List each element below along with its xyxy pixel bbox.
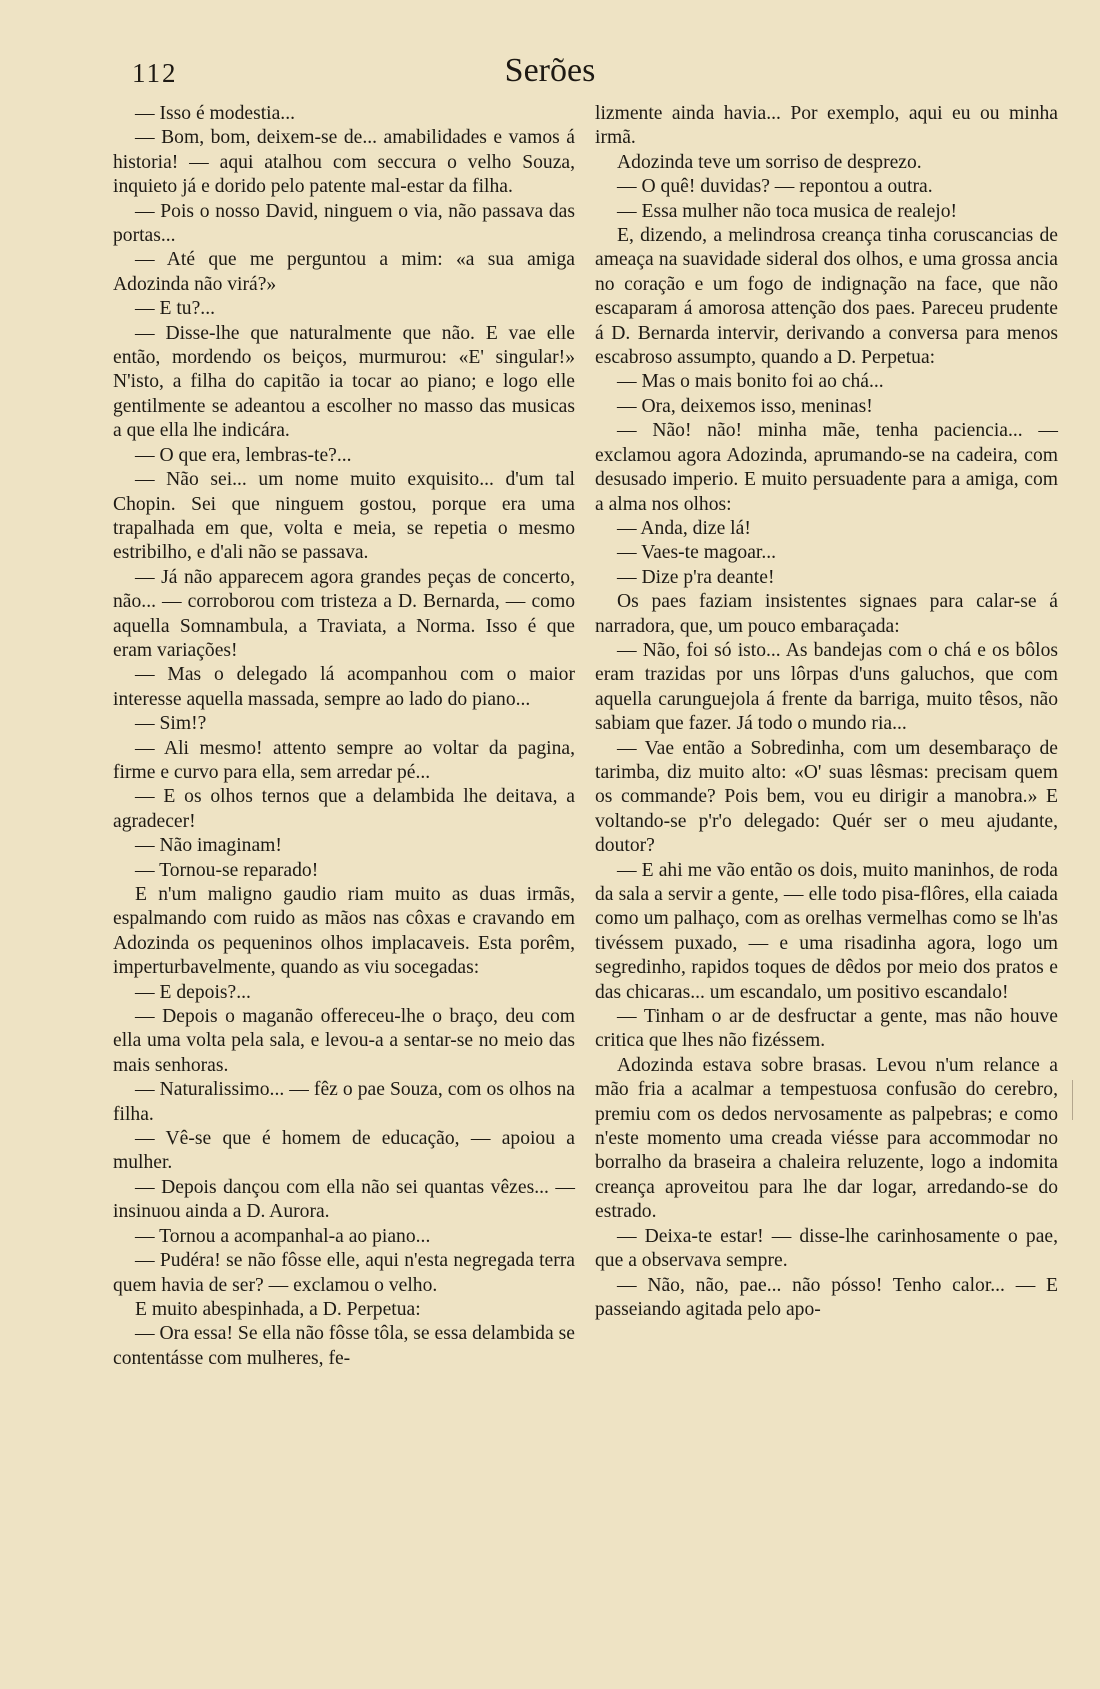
paragraph: — Naturalissimo... — fêz o pae Souza, com os olhos na filha. (113, 1079, 575, 1125)
paragraph: — Não, foi só isto... As bandejas com o chá e os bôlos eram trazidas por uns lôrpas d'uns galuchos, que com aquella carunguejola á frente da barriga, muito têsos, não sabiam que fazer. Já todo o mundo ria... (595, 639, 1058, 735)
paragraph: — Sim!? (135, 713, 207, 735)
paragraph: — Disse-lhe que naturalmente que não. E vae elle então, mordendo os beiços, murmurou: «E' singular!» N'isto, a filha do capitão ia tocar ao piano; e logo elle gentilmente se adeantou a escolher no masso das musicas a que ella lhe indicára. (113, 322, 575, 442)
paragraph: E muito abespinhada, a D. Perpetua: (135, 1298, 421, 1320)
page-header (0, 52, 1100, 102)
paragraph: — Vae então a Sobredinha, com um desembaraço de tarimba, diz muito alto: «O' suas lêsmas: precisam quem os commande? Pois bem, vou eu dirigir a manobra.» E voltando-se p'r'o delegado: Quér ser o meu ajudante, doutor? (595, 737, 1058, 857)
paragraph: — Não! não! minha mãe, tenha paciencia... — exclamou agora Adozinda, aprumando-se na cadeira, com desusado imperio. E muito persuadente para a amiga, com a alma nos olhos: (595, 420, 1058, 515)
paragraph: — Até que me perguntou a mim: «a sua amiga Adozinda não virá?» (113, 249, 575, 295)
paragraph: Os paes faziam insistentes signaes para calar-se á narradora, que, um pouco embaraçada: (595, 591, 1058, 637)
paragraph: — Deixa-te estar! — disse-lhe carinhosamente o pae, que a observava sempre. (595, 1225, 1058, 1272)
paragraph: — Tornou a acompanhal-a ao piano... (135, 1225, 431, 1247)
paragraph: Adozinda teve um sorriso de desprezo. (617, 151, 922, 173)
paragraph: — Tornou-se reparado! (135, 859, 319, 881)
paragraph: — Ora essa! Se ella não fôsse tôla, se essa delambida se contentásse com mulheres, fe- (113, 1323, 575, 1369)
paragraph: — O que era, lembras-te?... (135, 444, 352, 466)
paragraph: — Mas o mais bonito foi ao chá... (617, 371, 884, 393)
paragraph: — Anda, dize lá! (617, 517, 751, 539)
paragraph: — Essa mulher não toca musica de realejo! (617, 200, 958, 222)
running-title: Serões (504, 52, 596, 89)
right-column (595, 102, 1058, 1322)
paragraph: — E depois?... (135, 981, 251, 1003)
paragraph: — Não sei... um nome muito exquisito... d'um tal Chopin. Sei que ninguem gostou, porque era uma trapalhada em que, volta e meia, se repetia o mesmo estribilho, e d'ali não se passava. (113, 469, 575, 564)
paragraph: Adozinda estava sobre brasas. Levou n'um relance a mão fria a acalmar a tempestuosa confusão do cerebro, premiu com os dedos nervosamente as palpebras; e como n'este momento uma creada viésse para accommodar no borralho da braseira a chaleira reluzente, logo a indomita creança aproveitou para lhe dar logar, arredando-se do estrado. (595, 1054, 1058, 1223)
paragraph: — O quê! duvidas? — repontou a outra. (617, 176, 933, 198)
paragraph: — Isso é modestia... (135, 103, 295, 124)
paragraph: — Tinham o ar de desfructar a gente, mas não houve critica que lhes não fizéssem. (595, 1006, 1058, 1052)
paragraph: — Pois o nosso David, ninguem o via, não passava das portas... (113, 200, 575, 247)
paragraph: — Depois dançou com ella não sei quantas vêzes... — insinuou ainda a D. Aurora. (113, 1176, 575, 1223)
paragraph: — Depois o maganão offereceu-lhe o braço, deu com ella uma volta pela sala, e levou-a a sentar-se no meio das mais senhoras. (113, 1006, 575, 1076)
paragraph: — Mas o delegado lá acompanhou com o maior interesse aquella massada, sempre ao lado do piano... (113, 664, 575, 710)
paragraph: — E os olhos ternos que a delambida lhe deitava, a agradecer! (113, 786, 575, 832)
page-number: 112 (132, 58, 178, 88)
paragraph: — Vaes-te magoar... (617, 542, 777, 564)
paragraph: — Não, não, pae... não pósso! Tenho calor... — E passeiando agitada pelo apo- (595, 1274, 1058, 1320)
paragraph: E n'um maligno gaudio riam muito as duas irmãs, espalmando com ruido as mãos nas côxas e cravando em Adozinda os pequeninos olhos implacaveis. Esta porêm, imperturbavelmente, quando as viu socegadas: (113, 884, 575, 979)
paragraph: — Pudéra! se não fôsse elle, aqui n'esta negregada terra quem havia de ser? — exclamou o velho. (113, 1250, 575, 1296)
paragraph: — Ali mesmo! attento sempre ao voltar da pagina, firme e curvo para ella, sem arredar pé... (113, 737, 575, 783)
left-column (113, 102, 575, 1371)
paragraph: E, dizendo, a melindrosa creança tinha coruscancias de ameaça na suavidade sideral dos olhos, e uma grossa ancia no coração e um fogo de indignação na face, que não escaparam á amorosa attenção dos paes. Pareceu prudente á D. Bernarda intervir, derivando a conversa para menos escabroso assumpto, quando a D. Perpetua: (595, 225, 1058, 369)
paragraph: — Dize p'ra deante! (617, 566, 775, 588)
paragraph: — Ora, deixemos isso, meninas! (617, 395, 873, 417)
paragraph: — Bom, bom, deixem-se de... amabilidades e vamos á historia! — aqui atalhou com seccura o velho Souza, inquieto já e dorido pelo patente mal-estar da filha. (113, 127, 575, 198)
paragraph: — Já não apparecem agora grandes peças de concerto, não... — corroborou com tristeza a D. Bernarda, — como aquella Somnambula, a Traviata, a Norma. Isso é que eram variações! (113, 566, 575, 661)
paragraph: — Vê-se que é homem de educação, — apoiou a mulher. (113, 1128, 575, 1174)
page-edge-mark (1072, 1080, 1073, 1120)
paragraph: — E tu?... (135, 298, 215, 320)
paragraph: — Não imaginam! (135, 835, 282, 857)
paragraph: lizmente ainda havia... Por exemplo, aqui eu ou minha irmã. (595, 103, 1058, 149)
paragraph: — E ahi me vão então os dois, muito maninhos, de roda da sala a servir a gente, — elle todo pisa-flôres, ella caiada como um palhaço, com as orelhas vermelhas como se lh'as tivéssem puxado, — e uma risadinha agora, logo um segredinho, rapidos toques de dêdos por meio dos pratos e das chicaras... um escandalo, um positivo escandalo! (595, 859, 1058, 1003)
